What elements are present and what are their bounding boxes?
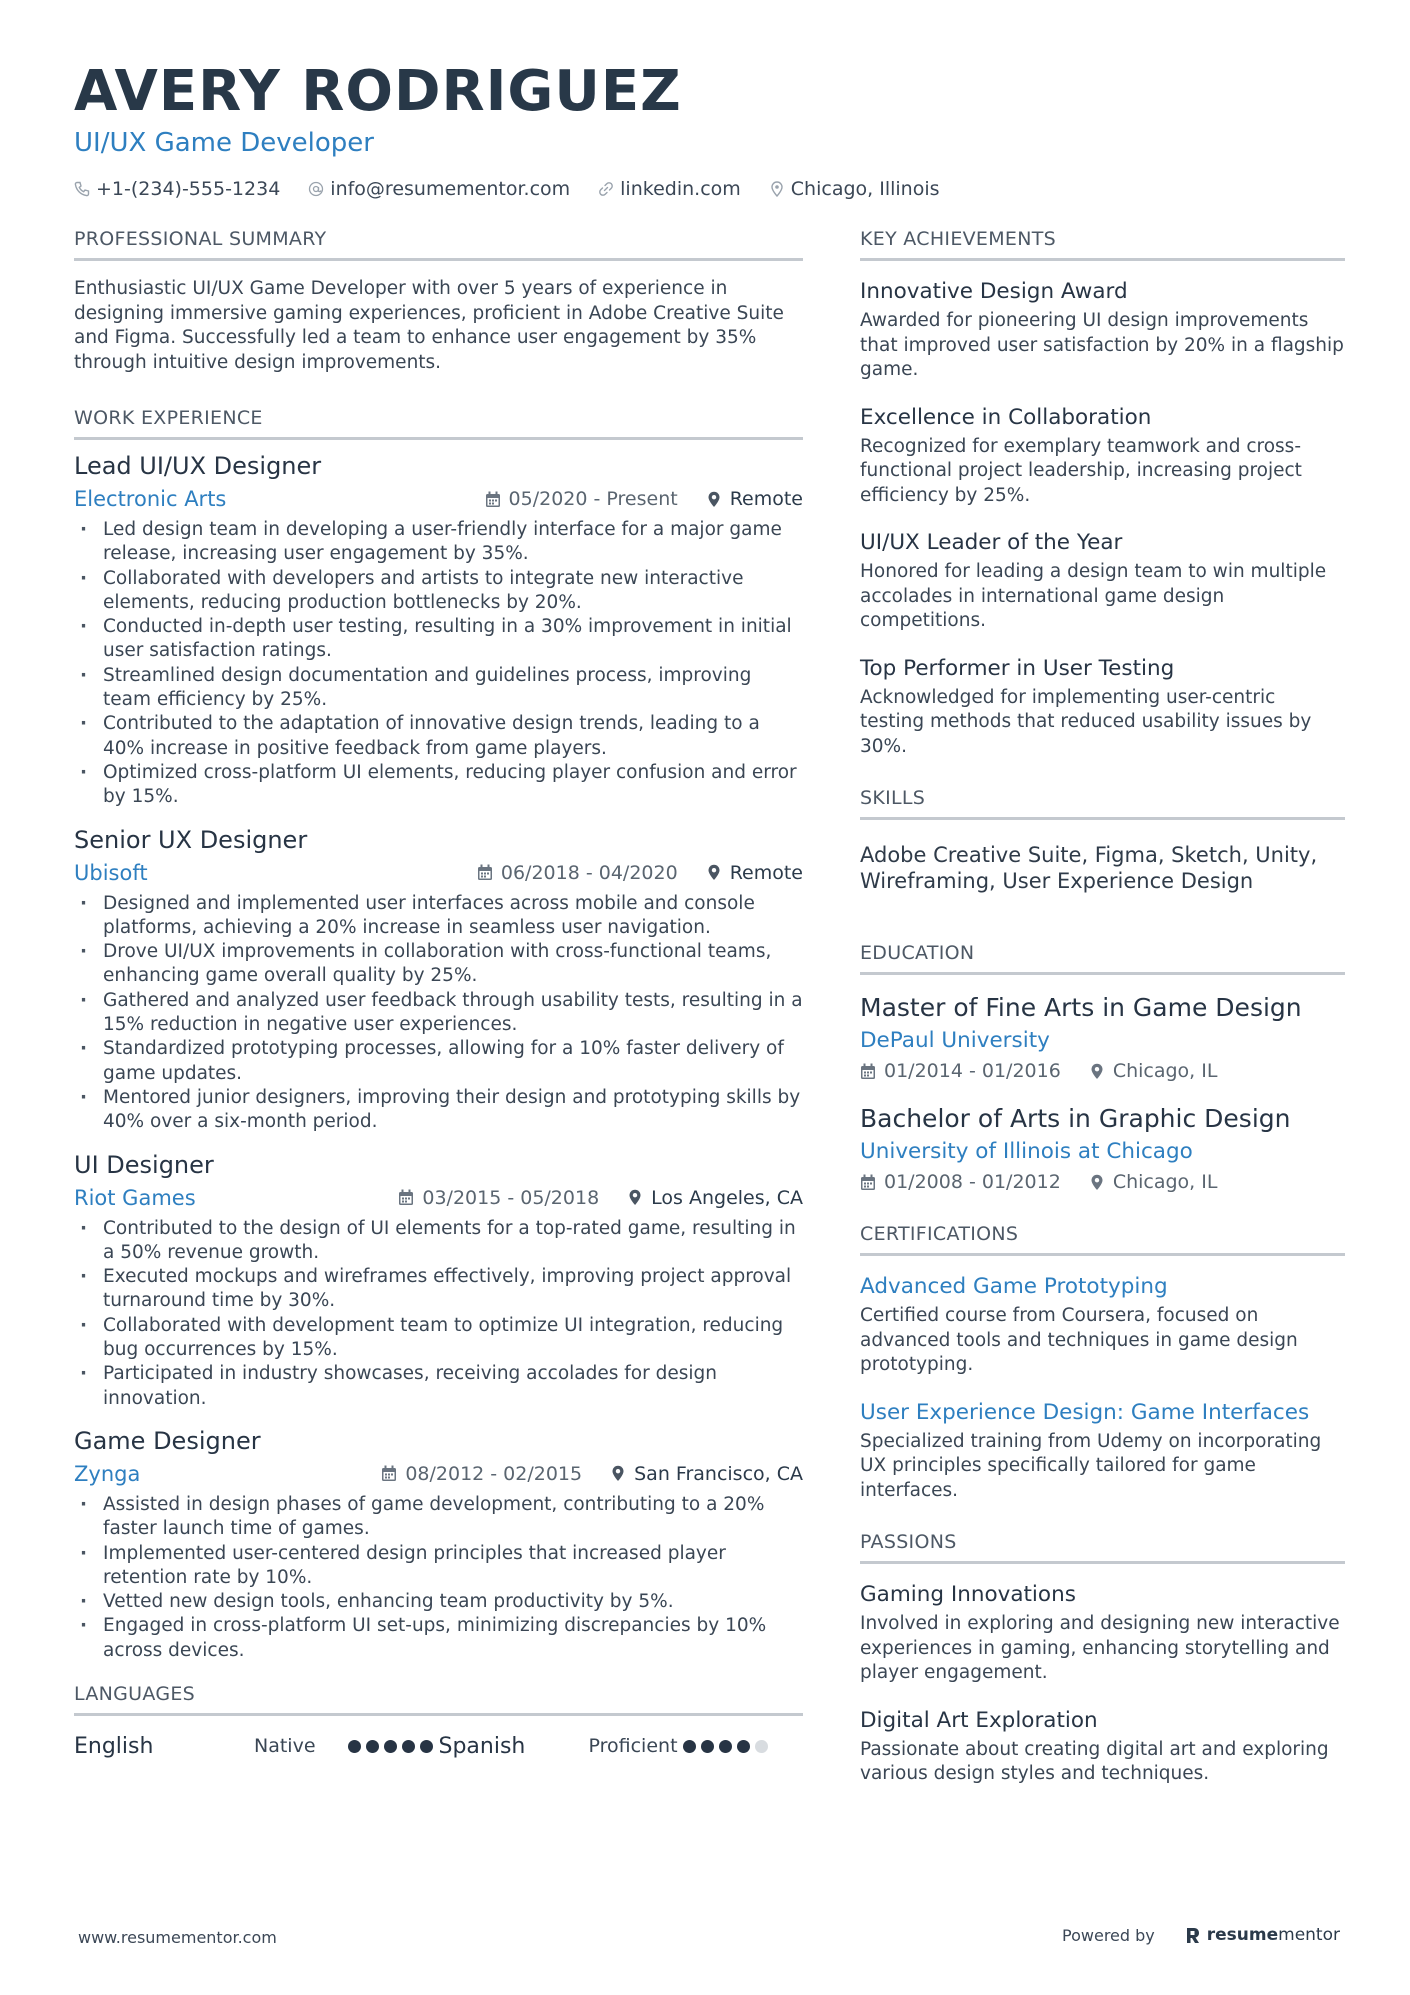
- resumementor-logo-icon: [1185, 1926, 1201, 1944]
- job-bullets: [74, 892, 803, 1135]
- location-pin-icon: [769, 181, 785, 197]
- achievement-text: Honored for leading a design team to win multiple accolades in international game design competitions.: [860, 561, 1327, 631]
- job-dates: [398, 1187, 599, 1209]
- contact-bar: [74, 178, 1354, 200]
- languages-section: [74, 1681, 803, 1759]
- achievement-title: Innovative Design Award: [860, 279, 1128, 304]
- location-pin-icon: [1089, 1174, 1105, 1191]
- job-meta-right: [381, 1463, 803, 1485]
- passion-text: Passionate about creating digital art and exploring various design styles and techniques.: [860, 1738, 1329, 1784]
- contact-linkedin: [598, 178, 741, 200]
- achievement-text: Recognized for exemplary teamwork and cross-functional project leadership, increasing project efficiency by 25%.: [860, 435, 1302, 506]
- achievement-title: UI/UX Leader of the Year: [860, 530, 1123, 555]
- job-title: Game Designer: [74, 1426, 261, 1455]
- phone-icon: [74, 181, 90, 197]
- job-meta: [74, 484, 803, 514]
- bullet-item: · Conducted in-depth user testing, resulting in a 30% improvement in initial user satisfaction ratings.: [74, 615, 803, 664]
- job-entry: [74, 1425, 803, 1663]
- bullet-item: · Contributed to the design of UI elements for a top-rated game, resulting in a 50% revenue growth.: [74, 1217, 803, 1266]
- job-bullets: [74, 1217, 803, 1411]
- brand-rest: mentor: [1278, 1925, 1340, 1945]
- certification-item: [860, 1272, 1345, 1378]
- bullet-item: · Streamlined design documentation and guidelines process, improving team efficiency by 25%.: [74, 664, 803, 713]
- dates-text: 01/2014 - 01/2016: [884, 1060, 1061, 1082]
- calendar-icon: [398, 1189, 414, 1206]
- rating-dot-filled: [384, 1740, 397, 1753]
- dates-text: 03/2015 - 05/2018: [422, 1186, 600, 1209]
- section-title: PROFESSIONAL SUMMARY: [74, 226, 803, 261]
- location-pin-icon: [627, 1189, 643, 1206]
- rating-dot-filled: [737, 1740, 750, 1753]
- achievements-section: [860, 226, 1345, 759]
- bullet-item: · Mentored junior designers, improving their design and prototyping skills by 40% over a six-month period.: [74, 1086, 803, 1135]
- job-meta: [74, 1183, 803, 1213]
- passion-title: Digital Art Exploration: [860, 1707, 1098, 1733]
- job-dates: [477, 862, 678, 884]
- job-meta-right: [398, 1187, 803, 1209]
- job-meta-right: [477, 862, 803, 884]
- achievement-item: [860, 528, 1345, 634]
- job-meta: [74, 1459, 803, 1489]
- company-name: Ubisoft: [74, 860, 148, 885]
- contact-location: [769, 178, 940, 200]
- languages-list: [74, 1734, 803, 1759]
- dates-text: 06/2018 - 04/2020: [500, 861, 678, 884]
- location-text: San Francisco, CA: [634, 1462, 803, 1485]
- bullet-item: · Collaborated with developers and artists to integrate new interactive elements, reducing production bottlenecks by 20%.: [74, 567, 803, 616]
- location-pin-icon: [706, 491, 722, 508]
- bullet-item: · Gathered and analyzed user feedback through usability tests, resulting in a 15% reduction in negative user experiences.: [74, 989, 803, 1038]
- email-link[interactable]: info@resumementor.com: [330, 178, 571, 200]
- bullet-item: · Implemented user-centered design principles that increased player retention rate by 10%.: [74, 1542, 803, 1591]
- brand-bold: resume: [1206, 1925, 1279, 1945]
- contact-email: [308, 178, 570, 200]
- education-meta: [860, 1171, 1345, 1193]
- bullet-item: · Standardized prototyping processes, allowing for a 10% faster delivery of game updates.: [74, 1037, 803, 1086]
- language-item: [74, 1734, 439, 1759]
- passions-section: [860, 1529, 1345, 1787]
- achievement-title: Excellence in Collaboration: [860, 404, 1152, 430]
- job-location: [706, 488, 803, 510]
- degree-title: Master of Fine Arts in Game Design: [860, 993, 1302, 1022]
- job-meta-right: [485, 488, 803, 510]
- job-meta: [74, 858, 803, 888]
- location-text: Remote: [729, 861, 803, 884]
- rating-dot-filled: [402, 1740, 415, 1753]
- summary-section: [74, 226, 803, 375]
- bullet-item: · Engaged in cross-platform UI set-ups, minimizing discrepancies by 10% across devices.: [74, 1614, 803, 1663]
- section-title: KEY ACHIEVEMENTS: [860, 226, 1345, 261]
- section-title: SKILLS: [860, 785, 1345, 820]
- rating-dot-filled: [719, 1740, 732, 1753]
- section-title: CERTIFICATIONS: [860, 1221, 1345, 1256]
- left-column: [74, 226, 803, 1789]
- rating-dot-empty: [755, 1740, 768, 1753]
- achievement-text: Acknowledged for implementing user-centric testing methods that reduced usability issues by 30%.: [860, 686, 1312, 757]
- bullet-item: · Led design team in developing a user-friendly interface for a major game release, increasing user engagement by 35%.: [74, 518, 803, 567]
- certifications-section: [860, 1221, 1345, 1503]
- school-name: University of Illinois at Chicago: [860, 1139, 1193, 1164]
- bullet-item: · Vetted new design tools, enhancing team productivity by 5%.: [74, 1590, 803, 1614]
- link-icon: [598, 181, 614, 197]
- section-title: EDUCATION: [860, 940, 1345, 975]
- dates-text: 01/2008 - 01/2012: [884, 1171, 1061, 1193]
- section-title: WORK EXPERIENCE: [74, 405, 803, 440]
- job-bullets: [74, 1493, 803, 1663]
- certification-text: Certified course from Coursera, focused on advanced tools and techniques in game design prototyping.: [860, 1305, 1298, 1375]
- language-name: Spanish: [438, 1733, 526, 1759]
- company-name: Electronic Arts: [74, 487, 227, 511]
- phone-text: +1-(234)-555-1234: [96, 178, 281, 200]
- certification-item: [860, 1398, 1345, 1504]
- bullet-item: · Executed mockups and wireframes effectively, improving project approval turnaround time by 30%.: [74, 1265, 803, 1314]
- rating-dot-filled: [683, 1740, 696, 1753]
- rating-dot-filled: [348, 1740, 361, 1753]
- right-column: [860, 226, 1345, 1817]
- skills-section: [860, 785, 1345, 894]
- language-name: English: [74, 1733, 154, 1759]
- location-text: Chicago, Illinois: [790, 178, 940, 200]
- location-text: Remote: [729, 488, 803, 510]
- rating-dot-filled: [420, 1740, 433, 1753]
- bullet-item: · Designed and implemented user interfaces across mobile and console platforms, achieving a 20% increase in seamless user navigation.: [74, 892, 803, 941]
- achievement-item: [860, 277, 1345, 383]
- company-name: Riot Games: [74, 1185, 196, 1210]
- calendar-icon: [860, 1174, 876, 1191]
- certification-title: User Experience Design: Game Interfaces: [860, 1399, 1310, 1425]
- passion-title: Gaming Innovations: [860, 1582, 1076, 1607]
- bullet-item: · Drove UI/UX improvements in collaboration with cross-functional teams, enhancing game overall quality by 25%.: [74, 940, 803, 989]
- dates-text: 05/2020 - Present: [508, 488, 678, 510]
- dates-text: 08/2012 - 02/2015: [405, 1462, 583, 1485]
- job-location: [610, 1463, 803, 1485]
- education-item: [860, 1102, 1345, 1193]
- degree-title: Bachelor of Arts in Graphic Design: [860, 1104, 1291, 1133]
- powered-by-text: Powered by: [1062, 1925, 1155, 1945]
- passion-text: Involved in exploring and designing new interactive experiences in gaming, enhancing storytelling and player engagement.: [860, 1613, 1340, 1683]
- education-dates: [860, 1171, 1061, 1193]
- job-title: Senior UX Designer: [74, 825, 308, 854]
- candidate-name: AVERY RODRIGUEZ: [74, 59, 682, 124]
- bullet-item: · Contributed to the adaptation of innovative design trends, leading to a 40% increase in positive feedback from game players.: [74, 712, 803, 761]
- work-section: [74, 405, 803, 1663]
- job-dates: [485, 488, 678, 510]
- education-location: [1089, 1171, 1218, 1193]
- section-title: PASSIONS: [860, 1529, 1345, 1564]
- language-rating: [683, 1740, 768, 1753]
- resume-header: [74, 60, 1354, 200]
- job-entry: [74, 1149, 803, 1411]
- location-pin-icon: [610, 1465, 626, 1482]
- job-dates: [381, 1463, 582, 1485]
- passion-item: [860, 1706, 1345, 1787]
- education-meta: [860, 1060, 1345, 1082]
- job-entry: [74, 450, 803, 810]
- job-location: [627, 1187, 803, 1209]
- linkedin-link[interactable]: linkedin.com: [620, 178, 741, 200]
- education-section: [860, 940, 1345, 1193]
- job-bullets: [74, 518, 803, 810]
- rating-dot-filled: [366, 1740, 379, 1753]
- calendar-icon: [485, 491, 501, 508]
- calendar-icon: [860, 1063, 876, 1080]
- language-level: Proficient: [588, 1735, 678, 1758]
- achievement-text: Awarded for pioneering UI design improvements that improved user satisfaction by 20% in a flagship game.: [860, 310, 1344, 380]
- bullet-item: · Optimized cross-platform UI elements, reducing player confusion and error by 15%.: [74, 761, 803, 810]
- location-text: Chicago, IL: [1112, 1060, 1218, 1082]
- bullet-item: · Assisted in design phases of game development, contributing to a 20% faster launch time of games.: [74, 1493, 803, 1542]
- certification-title: Advanced Game Prototyping: [860, 1274, 1168, 1299]
- location-text: Los Angeles, CA: [651, 1186, 803, 1209]
- job-location: [706, 862, 803, 884]
- job-title: UI Designer: [74, 1150, 214, 1179]
- skills-text: Adobe Creative Suite, Figma, Sketch, Unity, Wireframing, User Experience Design: [860, 843, 1318, 893]
- school-name: DePaul University: [860, 1028, 1050, 1053]
- footer-branding: [1062, 1925, 1340, 1945]
- achievement-title: Top Performer in User Testing: [860, 655, 1175, 681]
- calendar-icon: [381, 1465, 397, 1482]
- rating-dot-filled: [701, 1740, 714, 1753]
- language-level: Native: [254, 1735, 316, 1758]
- footer-website[interactable]: www.resumementor.com: [78, 1928, 277, 1947]
- achievement-item: [860, 654, 1345, 760]
- education-location: [1089, 1060, 1218, 1082]
- section-title: LANGUAGES: [74, 1681, 803, 1716]
- bullet-item: · Collaborated with development team to optimize UI integration, reducing bug occurrences by 15%.: [74, 1314, 803, 1363]
- job-entry: [74, 824, 803, 1135]
- location-text: Chicago, IL: [1112, 1171, 1218, 1193]
- passion-item: [860, 1580, 1345, 1686]
- job-title: Lead UI/UX Designer: [74, 452, 322, 480]
- achievement-item: [860, 403, 1345, 509]
- brand-logo[interactable]: [1185, 1925, 1340, 1945]
- language-item: [439, 1734, 804, 1759]
- location-pin-icon: [706, 864, 722, 881]
- calendar-icon: [477, 864, 493, 881]
- education-dates: [860, 1060, 1061, 1082]
- summary-text: Enthusiastic UI/UX Game Developer with over 5 years of experience in designing immersive gaming experiences, proficient in Adobe Creative Suite and Figma. Successfully led a team to enhance user engagement by 35% through intuitive design improvements.: [74, 278, 784, 373]
- language-rating: [348, 1740, 433, 1753]
- location-pin-icon: [1089, 1063, 1105, 1080]
- at-icon: [308, 181, 324, 197]
- certification-text: Specialized training from Udemy on incorporating UX principles specifically tailored for game interfaces.: [860, 1430, 1322, 1501]
- bullet-item: · Participated in industry showcases, receiving accolades for design innovation.: [74, 1362, 803, 1411]
- contact-phone: [74, 178, 280, 200]
- education-item: [860, 991, 1345, 1082]
- company-name: Zynga: [74, 1461, 141, 1486]
- candidate-role: UI/UX Game Developer: [74, 128, 374, 158]
